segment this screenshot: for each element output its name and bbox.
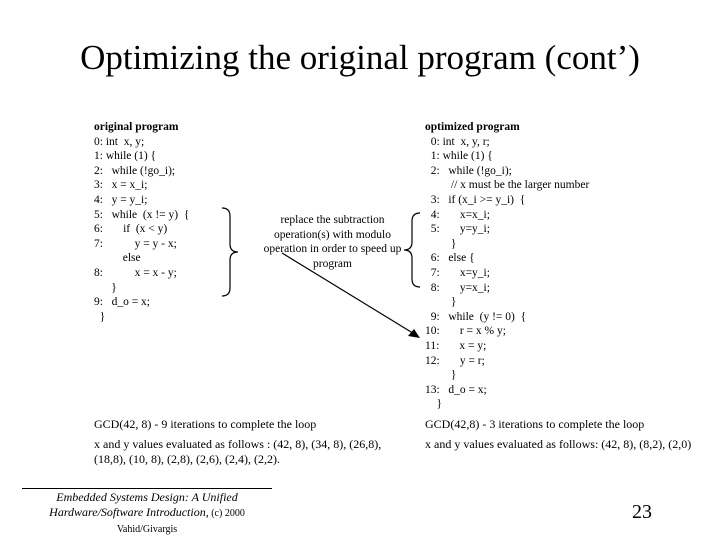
- optimized-code-line: 13: d_o = x;: [425, 383, 487, 396]
- left-brace: [222, 208, 238, 296]
- footer-rule: [22, 488, 272, 489]
- optimized-code-line: 0: int x, y, r;: [425, 135, 490, 148]
- original-code-line: 5: while (x != y) {: [94, 208, 190, 221]
- left-values-text: x and y values evaluated as follows : (42, 8), (34, 8), (26,8), (18,8), (10, 8), (2,8), (2,6), (2,4), (2,2).: [94, 437, 382, 466]
- optimized-code-line: 3: if (x_i >= y_i) {: [425, 193, 526, 206]
- optimized-code-line: 4: x=x_i;: [425, 208, 490, 221]
- original-code-line: 0: int x, y;: [94, 135, 145, 148]
- left-iterations-text: GCD(42, 8) - 9 iterations to complete the loop: [94, 417, 317, 431]
- slide-title: Optimizing the original program (cont’): [80, 38, 640, 77]
- optimized-code-line: }: [425, 369, 457, 382]
- original-code-line: 3: x = x_i;: [94, 179, 148, 192]
- optimized-code-line: // x must be the larger number: [425, 179, 590, 192]
- original-code-line: 7: y = y - x;: [94, 237, 177, 250]
- optimized-code-line: 2: while (!go_i);: [425, 164, 512, 177]
- original-code-line: 9: d_o = x;: [94, 296, 151, 309]
- optimized-code-line: 11: x = y;: [425, 339, 487, 352]
- optimized-code-line: 10: r = x % y;: [425, 325, 506, 338]
- optimized-code-line: 8: y=x_i;: [425, 281, 490, 294]
- optimized-code-line: }: [425, 237, 457, 250]
- right-values-text: x and y values evaluated as follows: (42, 8), (8,2), (2,0): [425, 437, 692, 451]
- optimized-code-line: 12: y = r;: [425, 354, 485, 367]
- optimization-note: replace the subtraction operation(s) with modulo operation in order to speed up program: [263, 214, 402, 270]
- page-number: 23: [632, 501, 652, 523]
- optimized-code-line: 9: while (y != 0) {: [425, 310, 527, 323]
- footer-citation: [22, 490, 272, 537]
- arrow-line: [282, 253, 416, 335]
- footer-copyright: (c) 2000 Vahid/Givargis: [116, 508, 245, 535]
- optimized-code-line: }: [425, 296, 457, 309]
- original-code-line: 1: while (1) {: [94, 150, 157, 163]
- original-code-line: }: [94, 310, 106, 323]
- optimized-code-line: }: [425, 398, 443, 411]
- original-code-line: 4: y = y_i;: [94, 193, 148, 206]
- optimized-code-line: 5: y=y_i;: [425, 223, 490, 236]
- optimized-program-header: optimized program: [425, 121, 520, 133]
- original-program-header: original program: [94, 121, 179, 133]
- right-iterations-text: GCD(42,8) - 3 iterations to complete the loop: [425, 417, 645, 431]
- optimized-code-line: 1: while (1) {: [425, 150, 493, 163]
- right-brace: [404, 213, 420, 287]
- original-code-line: 6: if (x < y): [94, 223, 168, 236]
- arrow-head: [408, 329, 420, 338]
- optimized-code-line: 6: else {: [425, 252, 475, 265]
- original-code-line: 2: while (!go_i);: [94, 164, 176, 177]
- footer-line1: Embedded Systems Design: A Unified: [56, 490, 238, 504]
- footer-line2: Hardware/Software Introduction,: [49, 505, 209, 519]
- optimized-code-line: 7: x=y_i;: [425, 266, 490, 279]
- original-code-line: 8: x = x - y;: [94, 266, 177, 279]
- original-code-line: else: [94, 252, 141, 265]
- original-code-line: }: [94, 281, 117, 294]
